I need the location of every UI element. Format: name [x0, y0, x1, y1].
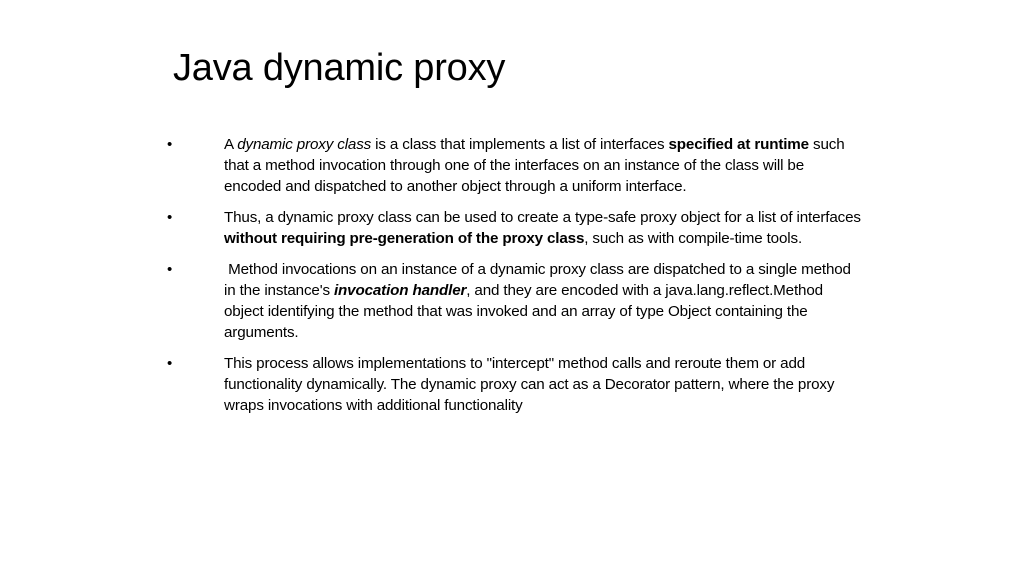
bullet-icon: • [167, 209, 173, 226]
bullet-text [224, 259, 862, 343]
bullet-icon: • [167, 261, 173, 278]
text-segment-bold: specified at runtime [668, 136, 809, 153]
text-segment: A [224, 136, 238, 153]
bullet-icon: • [167, 136, 173, 153]
bullet-item [162, 207, 862, 249]
text-segment: is a class that implements a list of interfaces [371, 136, 669, 153]
bullet-item [162, 259, 862, 343]
text-segment: such that a method invocation through one of the interfaces on an instance of the class will be encoded and dispatched to another object through a uniform interface. [224, 136, 845, 195]
text-segment-italic: dynamic proxy class [237, 136, 372, 153]
bullet-text [224, 207, 862, 249]
text-segment: This process allows implementations to "intercept" method calls and reroute them or add functionality dynamically. The dynamic proxy can act as a Decorator pattern, where the proxy wraps invocations with additional functionality [224, 355, 835, 414]
text-segment: , such as with compile-time tools. [584, 230, 803, 247]
bullet-item [162, 353, 862, 416]
text-segment-bold: without requiring pre-generation of the proxy class [224, 230, 585, 247]
slide-title: Java dynamic proxy [173, 47, 506, 89]
text-segment: Thus, a dynamic proxy class can be used to create a type-safe proxy object for a list of interfaces [224, 209, 861, 226]
bullet-item [162, 134, 862, 197]
text-segment: Method invocations on an instance of a dynamic proxy class are dispatched to a single method in the instance's [224, 261, 855, 299]
bullet-text [224, 353, 862, 416]
text-segment: , and they are encoded with a java.lang.reflect.Method object identifying the method that was invoked and an array of type Object containing the arguments. [224, 282, 827, 341]
text-segment-bold-italic: invocation handler [333, 282, 467, 299]
bullet-text [224, 134, 862, 197]
bullet-list [162, 134, 862, 426]
bullet-icon: • [167, 355, 173, 372]
